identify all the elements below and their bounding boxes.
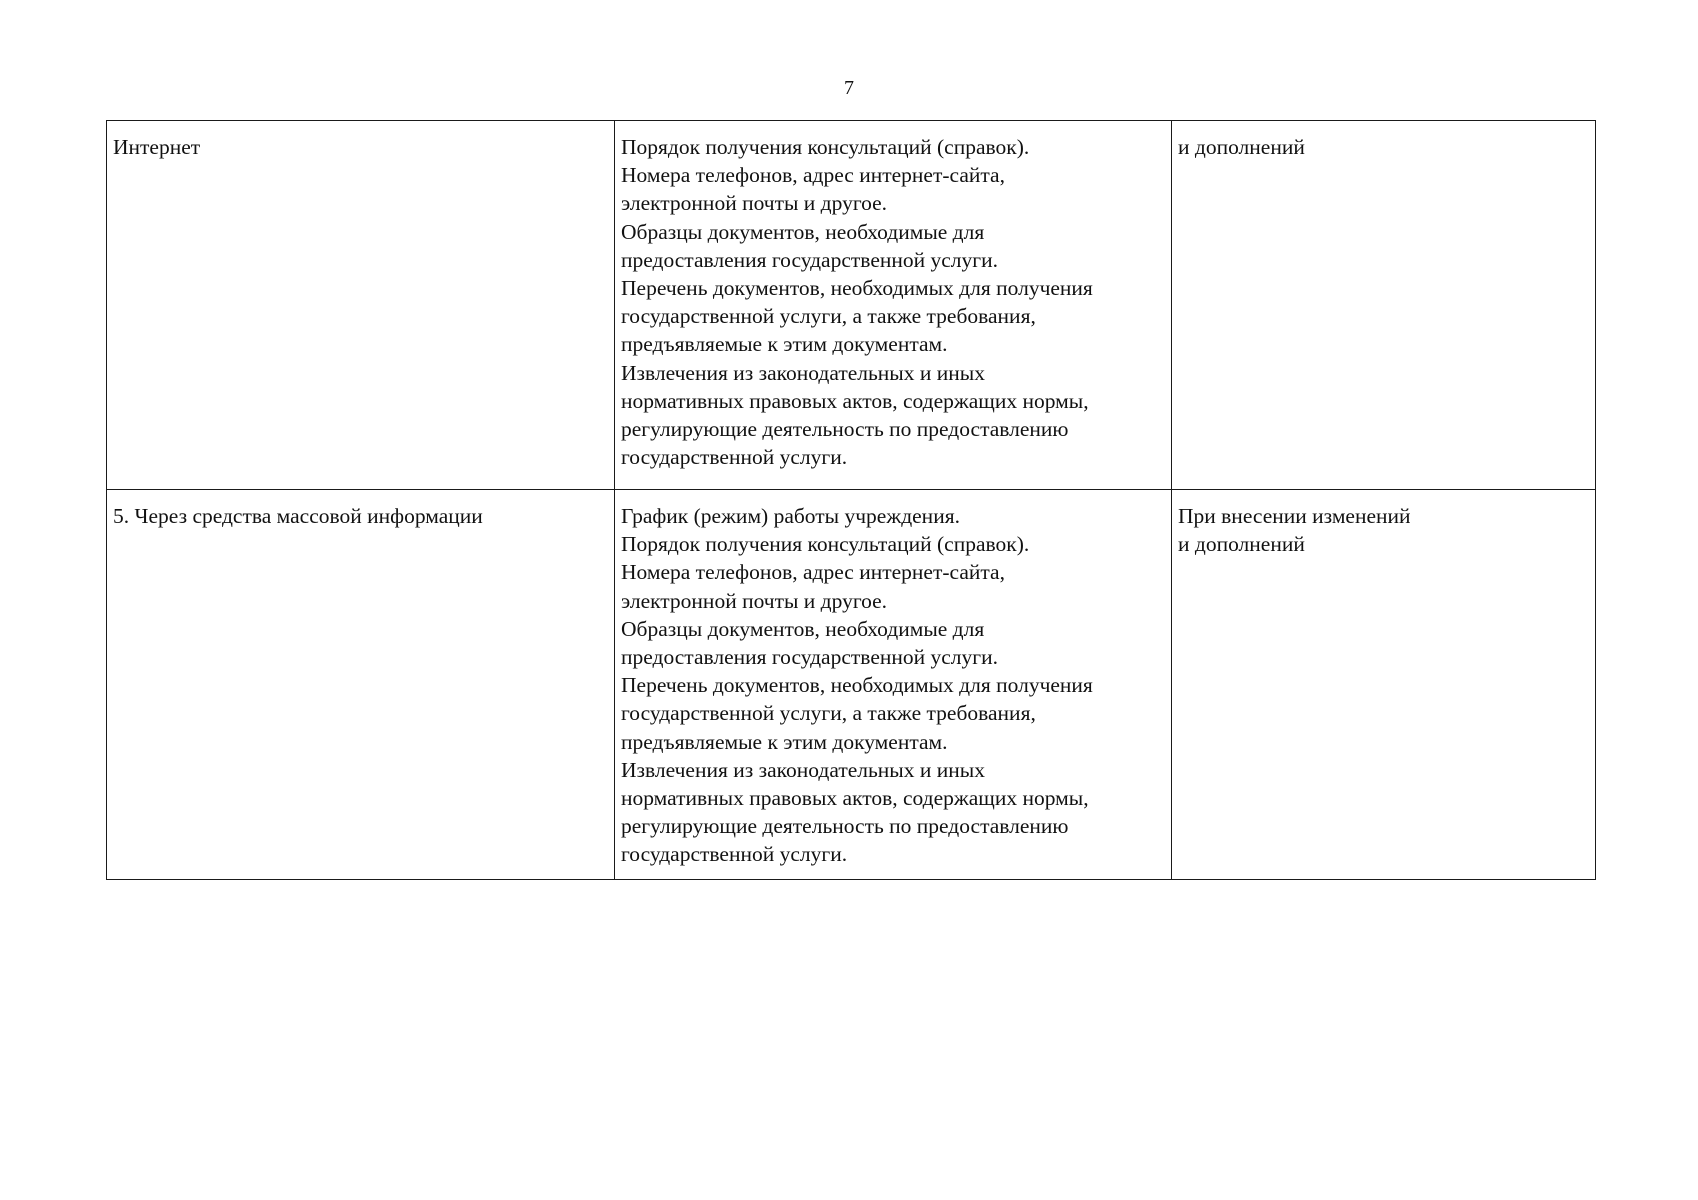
table-row bbox=[107, 490, 1596, 880]
content-line: Номера телефонов, адрес интернет-сайта, bbox=[621, 560, 1005, 585]
content-line: нормативных правовых актов, содержащих нормы, bbox=[621, 786, 1089, 811]
channel-text: Интернет bbox=[113, 135, 201, 159]
content-cell bbox=[615, 121, 1172, 490]
content-line: График (режим) работы учреждения. bbox=[621, 504, 960, 528]
content-cell bbox=[615, 490, 1172, 880]
content-line: нормативных правовых актов, содержащих нормы, bbox=[621, 388, 1089, 413]
content-line: электронной почты и другое. bbox=[621, 588, 888, 613]
content-line: электронной почты и другое. bbox=[621, 191, 888, 216]
frequency-line: и дополнений bbox=[1178, 532, 1305, 557]
content-line: Перечень документов, необходимых для получения bbox=[621, 673, 1093, 698]
content-line: предоставления государственной услуги. bbox=[621, 247, 998, 272]
content-line: Номера телефонов, адрес интернет-сайта, bbox=[621, 163, 1005, 188]
page-number: 7 bbox=[844, 77, 854, 99]
content-line: регулирующие деятельность по предоставлению bbox=[621, 814, 1069, 839]
content-line: Извлечения из законодательных и иных bbox=[621, 360, 985, 385]
channel-cell bbox=[107, 121, 615, 490]
channel-cell bbox=[107, 490, 615, 880]
frequency-line: и дополнений bbox=[1178, 135, 1305, 159]
info-table bbox=[106, 120, 1596, 880]
content-line: Перечень документов, необходимых для получения bbox=[621, 276, 1093, 301]
table-row bbox=[107, 121, 1596, 490]
content-line: Образцы документов, необходимые для bbox=[621, 219, 985, 244]
content-line: государственной услуги. bbox=[621, 445, 848, 470]
frequency-line: При внесении изменений bbox=[1178, 504, 1411, 528]
content-line: Порядок получения консультаций (справок). bbox=[621, 135, 1030, 159]
content-line: государственной услуги, а также требования, bbox=[621, 304, 1036, 329]
content-line: предъявляемые к этим документам. bbox=[621, 729, 948, 754]
content-line: предоставления государственной услуги. bbox=[621, 645, 998, 670]
content-line: Порядок получения консультаций (справок). bbox=[621, 532, 1030, 557]
frequency-cell bbox=[1172, 121, 1596, 490]
frequency-cell bbox=[1172, 490, 1596, 880]
content-line: государственной услуги, а также требования, bbox=[621, 701, 1036, 726]
content-line: государственной услуги. bbox=[621, 842, 848, 867]
content-line: Извлечения из законодательных и иных bbox=[621, 757, 985, 782]
channel-text: 5. Через средства массовой информации bbox=[113, 504, 483, 528]
content-line: Образцы документов, необходимые для bbox=[621, 616, 985, 641]
content-line: предъявляемые к этим документам. bbox=[621, 332, 948, 357]
content-line: регулирующие деятельность по предоставлению bbox=[621, 417, 1069, 442]
